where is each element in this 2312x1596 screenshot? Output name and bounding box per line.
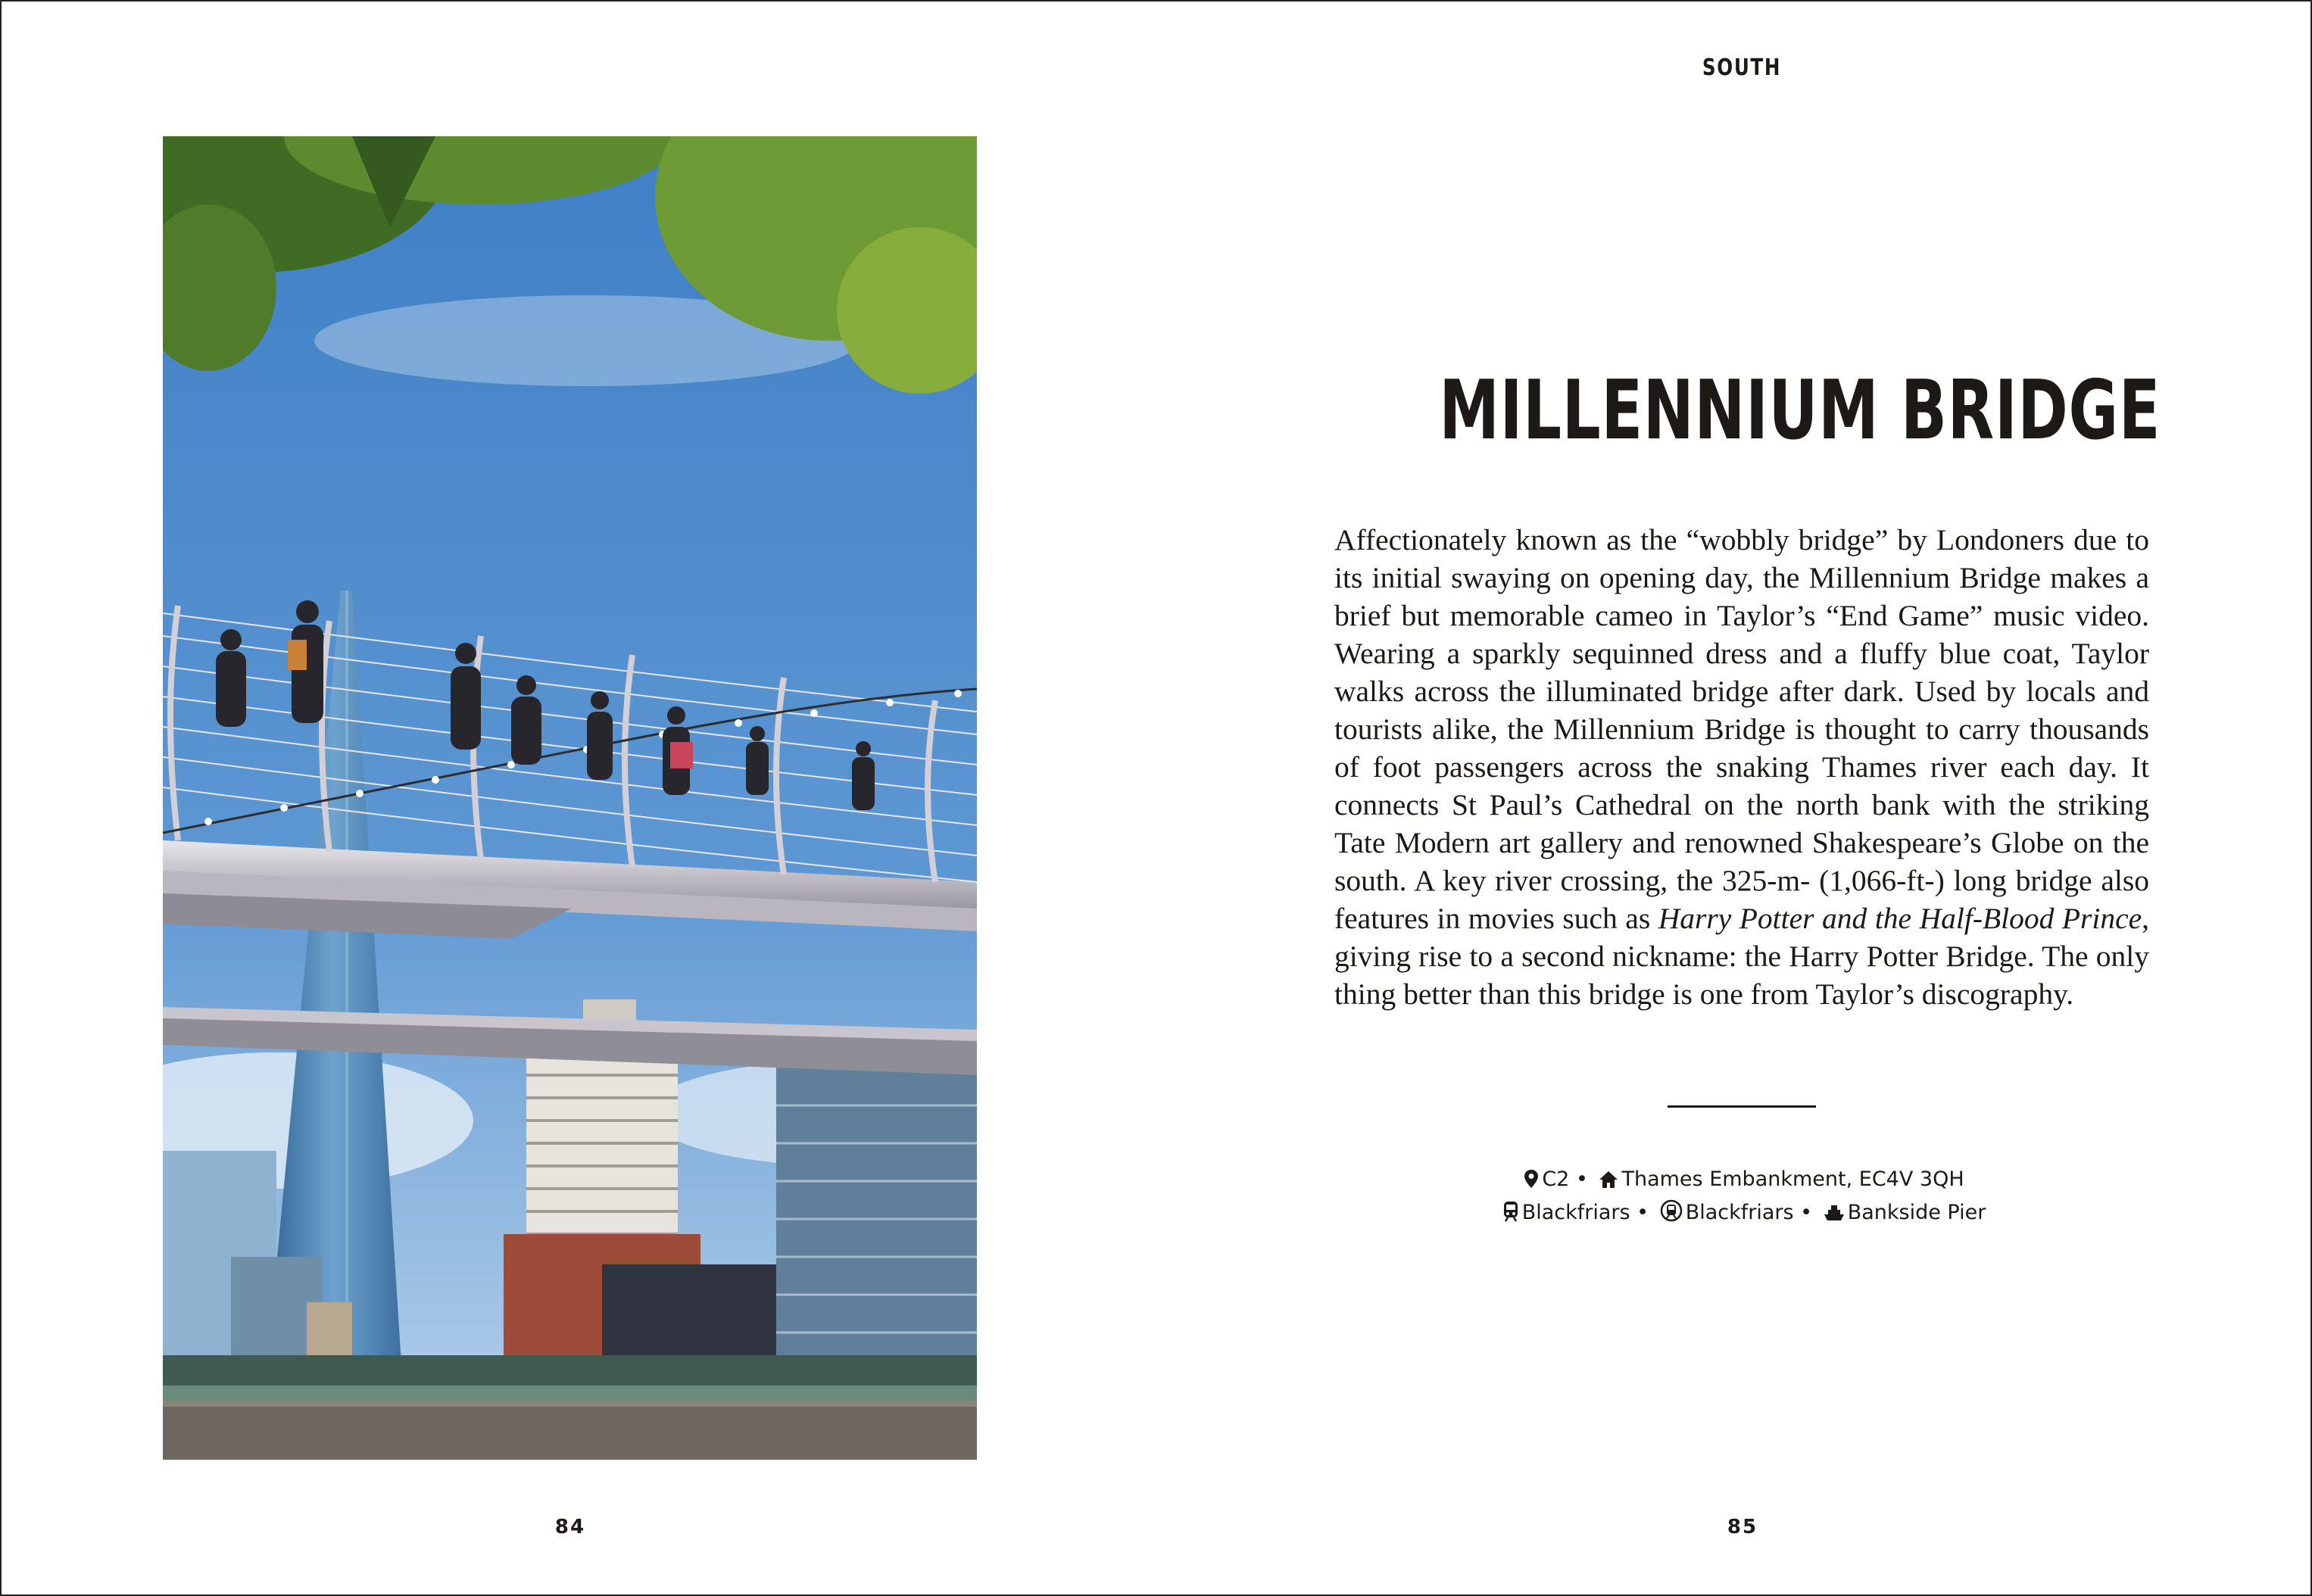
- bridge-photo-illustration: [163, 136, 977, 1460]
- tube-station: Blackfriars: [1685, 1201, 1794, 1224]
- bridge-photo: [163, 136, 977, 1460]
- location-row-1: [1401, 1164, 2083, 1198]
- separator: •: [1575, 1167, 1588, 1191]
- location-info: [1401, 1164, 2083, 1231]
- article-title: MILLENNIUM BRIDGE: [1439, 363, 2161, 458]
- location-row-2: [1401, 1198, 2083, 1231]
- divider: [1668, 1105, 1816, 1108]
- home-icon: [1599, 1167, 1618, 1198]
- body-text-part1: Affectionately known as the “wobbly bridge” by Londoners due to its initial swaying on opening day, the Millennium Bridge makes a brief but memorable cameo in Taylor’s “End Game” music video. Wearing a sparkly sequinned dress and a fluffy blue coat, Taylor walks across the illuminated bridge after dark. Used by locals and tourists alike, the Millennium Bridge is thought to carry thousands of foot passengers across the snaking Thames river each day. It connects St Paul’s Cathedral on the north bank with the striking Tate Modern art gallery and renowned Shakespeare’s Globe on the south. A key river crossing, the 325-m- (1,066-ft-) long bridge also features in movies such as: [1334, 523, 2149, 935]
- separator: •: [1800, 1201, 1813, 1224]
- page-number-left: 84: [554, 1516, 586, 1538]
- grid-ref: C2: [1542, 1167, 1570, 1191]
- film-title: Harry Potter and the Half-Blood Prince: [1658, 902, 2142, 935]
- section-label: SOUTH: [1702, 55, 1782, 81]
- article-body: [1334, 521, 2149, 1013]
- map-pin-icon: [1524, 1167, 1539, 1198]
- train-icon: [1502, 1201, 1519, 1231]
- page-number-right: 85: [1727, 1516, 1758, 1538]
- separator: •: [1636, 1201, 1649, 1224]
- rail-station: Blackfriars: [1521, 1201, 1630, 1224]
- boat-icon: [1824, 1201, 1845, 1231]
- address: Thames Embankment, EC4V 3QH: [1621, 1167, 1964, 1191]
- underground-icon: [1660, 1199, 1683, 1231]
- body-text-part2: , giving rise to a second nickname: the Harry Potter Bridge. The only thing better than this bridge is one from Taylor’s discography.: [1334, 902, 2150, 1011]
- pier: Bankside Pier: [1847, 1201, 1986, 1224]
